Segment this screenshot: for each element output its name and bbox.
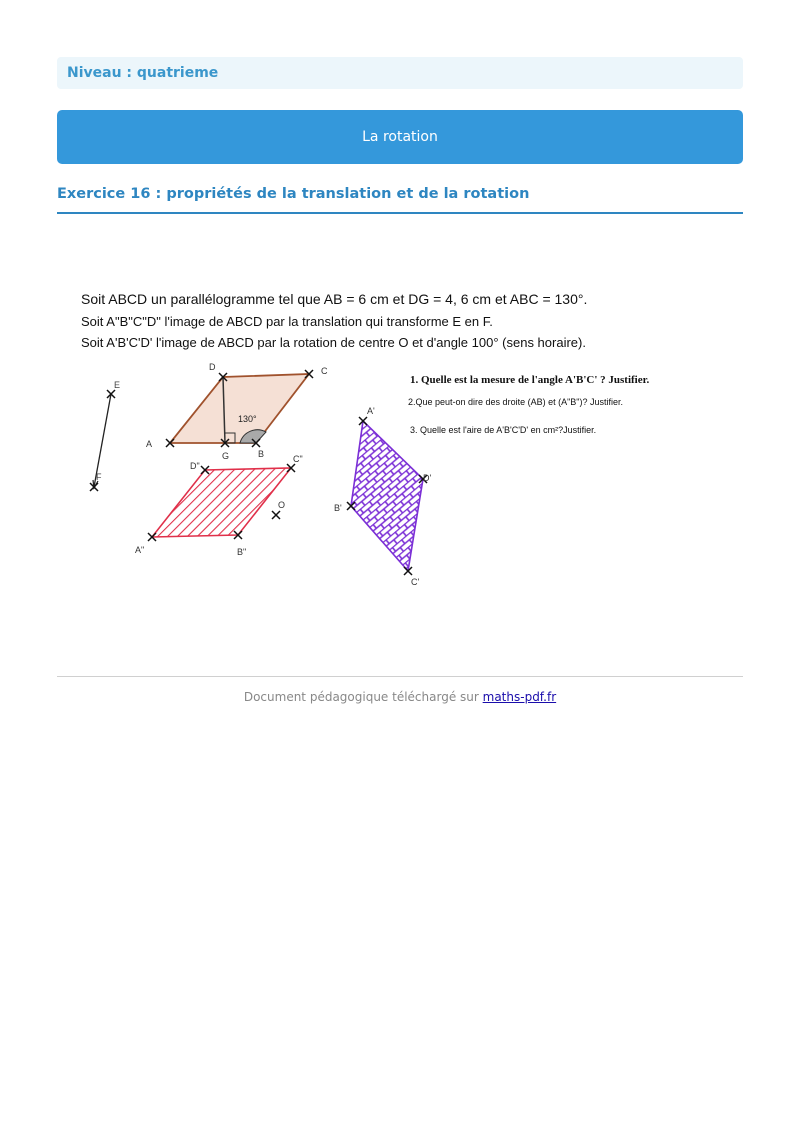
label-g: G — [222, 451, 230, 461]
footer-text: Document pédagogique téléchargé sur — [243, 690, 483, 704]
chapter-title: La rotation — [362, 129, 438, 145]
label-d: D — [209, 362, 216, 372]
label-a-prime: A' — [367, 406, 375, 416]
exercise-title-text: Exercice 16 : propriétés de la translation et de la rotation — [57, 186, 530, 202]
level-banner — [57, 57, 743, 89]
label-b: B — [258, 449, 265, 459]
label-c-prime: C' — [411, 577, 420, 587]
footer-divider — [57, 676, 743, 677]
exercise-figure — [57, 280, 743, 600]
label-c-double-prime: C" — [293, 454, 303, 464]
statement-line-1: Soit ABCD un parallélogramme tel que AB = 6 cm et DG = 4, 6 cm et ABC = 130°. — [81, 291, 588, 307]
label-c: C — [321, 366, 328, 376]
footer-link[interactable]: maths-pdf.fr — [482, 690, 557, 704]
label-a: A — [146, 439, 153, 449]
label-f: F — [96, 472, 102, 482]
statement-line-2: Soit A"B"C"D" l'image de ABCD par la translation qui transforme E en F. — [81, 314, 493, 329]
parallelogram-abcd — [146, 362, 328, 461]
question-2: 2.Que peut-on dire des droite (AB) et (A"B")? Justifier. — [408, 397, 623, 407]
label-o: O — [278, 500, 286, 510]
rotation-center-o — [272, 500, 285, 519]
footer — [57, 690, 743, 704]
label-b-prime: B' — [334, 503, 342, 513]
level-label: Niveau : quatrieme — [67, 65, 219, 81]
vector-ef — [90, 380, 120, 491]
label-e: E — [114, 380, 121, 390]
angle-label: 130° — [238, 414, 257, 424]
chapter-banner — [57, 110, 743, 164]
label-a-double-prime: A" — [135, 545, 145, 555]
label-d-double-prime: D" — [190, 461, 200, 471]
statement-line-3: Soit A'B'C'D' l'image de ABCD par la rotation de centre O et d'angle 100° (sens horaire). — [81, 335, 586, 350]
question-3: 3. Quelle est l'aire de A'B'C'D' en cm²?Justifier. — [410, 425, 597, 435]
label-d-prime: D' — [423, 473, 432, 483]
exercise-title — [57, 186, 743, 214]
geometry-figure — [57, 280, 743, 600]
label-b-double-prime: B" — [237, 547, 247, 557]
question-1: 1. Quelle est la mesure de l'angle A'B'C' ? Justifier. — [410, 374, 650, 386]
